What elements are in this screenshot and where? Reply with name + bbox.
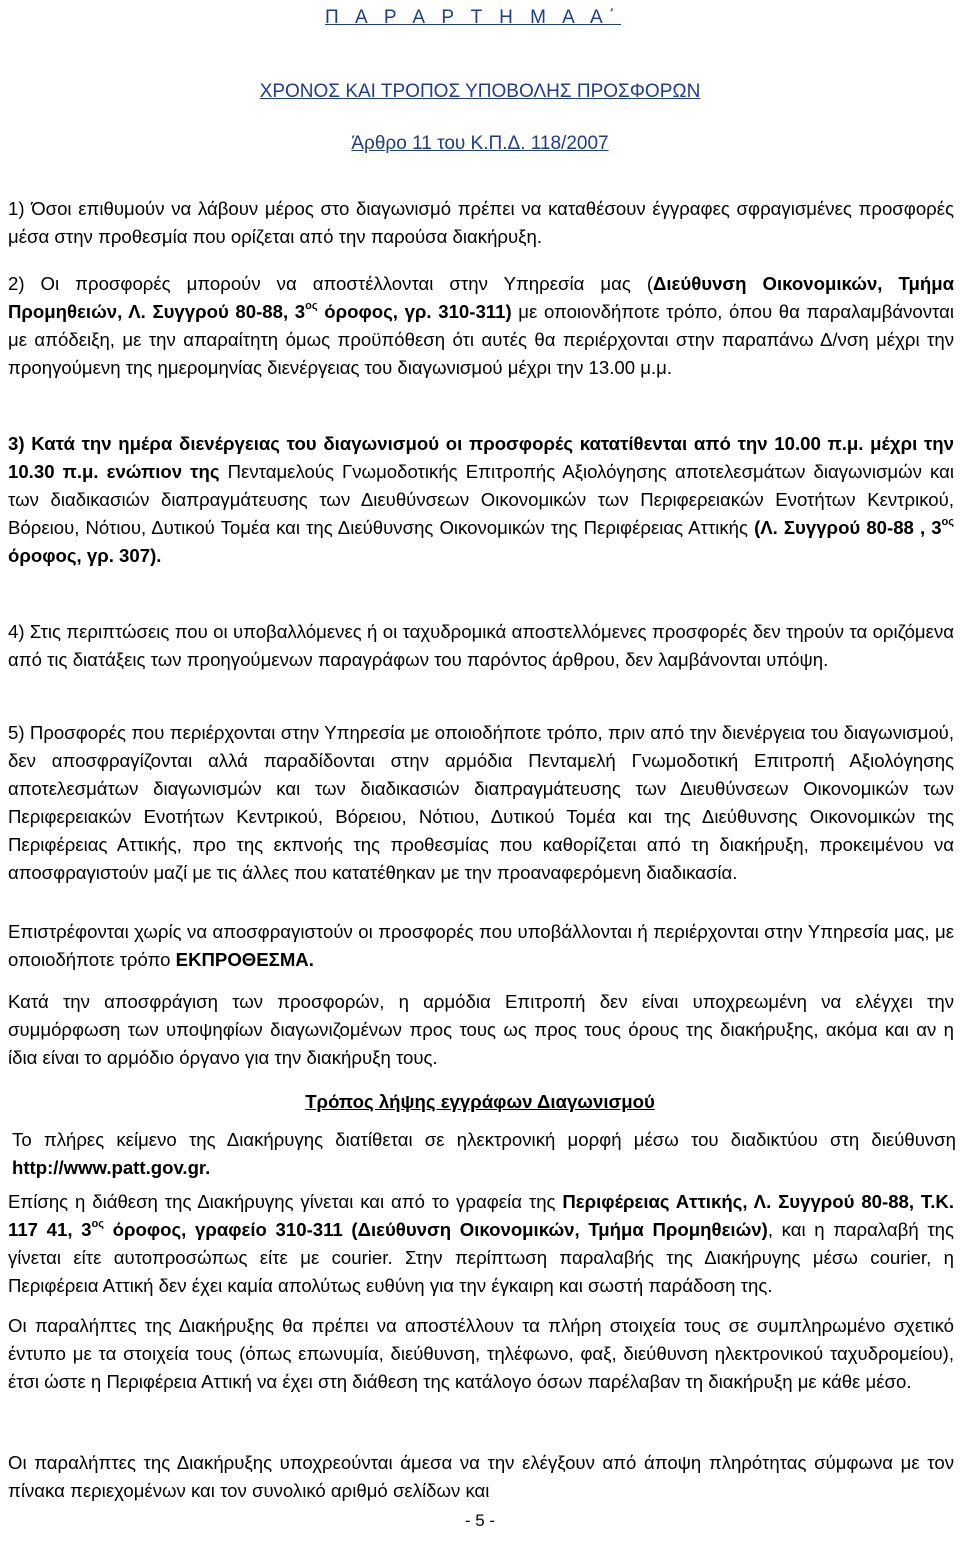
paragraph-10 <box>8 1188 954 1300</box>
paragraph-3-sup: ος <box>941 515 954 528</box>
paragraph-10-address: Περιφέρειας Αττικής, Λ. Συγγρού 80-88, Τ.Κ. 117 41, 3 <box>8 1191 954 1240</box>
paragraph-2-text-d: με οποιονδήποτε τρόπο, όπου θα παραλαμβάνονται με απόδειξη, με την απαραίτητη όμως προϋπόθεση ότι αυτές θα περιέρχονται στην παραπάνω Δ/νση μέχρι την προηγούμενη της ημερομηνίας διενέργειας του διαγωνισμού μέχρι την 13.00 μ.μ. <box>8 301 955 378</box>
paragraph-9-text: Το πλήρες κείμενο της Διακήρυγης διατίθεται σε ηλεκτρονική μορφή μέσω του διαδικτύου στη διεύθυνση <box>12 1129 956 1150</box>
paragraph-2-office: όροφος, γρ. 310-311) <box>317 301 512 322</box>
paragraph-6-text: Επιστρέφονται χωρίς να αποσφραγιστούν οι προσφορές που υποβάλλονται ή περιέρχονται στην Υπηρεσία μας, με οποιοδήποτε τρόπο <box>8 921 954 970</box>
paragraph-7: Κατά την αποσφράγιση των προσφορών, η αρμόδια Επιτροπή δεν είναι υποχρεωμένη να ελέγχει την συμμόρφωση των υποψηφίων διαγωνιζομένων προς τους ως προς τους όρους της διακήρυξης, ακόμα και αν η ίδια είναι το αρμόδιο όργανο για την διακήρυξη τους. <box>8 991 954 1068</box>
paragraph-10-sup: ος <box>91 1217 104 1230</box>
paragraph-10-text-d: , και η παραλαβή της γίνεται είτε αυτοπροσώπως είτε με courier. Στην περίπτωση παραλαβής της Διακήρυγης μέσω courier, η Περιφέρεια Αττική δεν έχει καμία απολύτως ευθύνη για την έγκαιρη και σωστή παράδοση της. <box>8 1219 954 1296</box>
paragraph-1: 1) Όσοι επιθυμούν να λάβουν μέρος στο διαγωνισμό πρέπει να καταθέσουν έγγραφες σφραγισμένες προσφορές μέσα στην προθεσμία που ορίζεται από την παρούσα διακήρυξη. <box>8 198 954 247</box>
paragraph-5: 5) Προσφορές που περιέρχονται στην Υπηρεσία με οποιοδήποτε τρόπο, πριν από την διενέργεια του διαγωνισμού, δεν αποσφραγίζονται αλλά παραδίδονται στην αρμόδια Πενταμελή Γνωμοδοτική Επιτροπή Αξιολόγησης αποτελεσμάτων διαγωνισμών και των διαδικασιών διαπραγμάτευσης των Διευθύνσεων Οικονομικών των Περιφερειακών Ενοτήτων Κεντρικού, Βόρειου, Νότιου, Δυτικού Τομέα και της Διεύθυνσης Οικονομικών της Περιφέρειας Αττικής, προ της εκπνοής της προθεσμίας που καθορίζεται από τη διακήρυξη, προκειμένου να αποσφραγιστούν μαζί με τις άλλες που κατατέθηκαν με την προαναφερόμενη διαδικασία. <box>8 722 954 883</box>
annex-label: Π Α Ρ Α Ρ Τ Η Μ Α Α΄ <box>325 7 622 28</box>
paragraph-11: Οι παραλήπτες της Διακήρυξης θα πρέπει να αποστέλλουν τα πλήρη στοιχεία τους σε συμπληρωμένο σχετικό έντυπο με τα στοιχεία τους (όπως επωνυμία, διεύθυνση, τηλέφωνο, φαξ, διεύθυνση ηλεκτρονικού ταχυδρομείου), έτσι ώστε η Περιφέρεια Αττική να έχει στη διάθεση της κατάλογο όσων παρέλαβαν τη διακήρυξη με κάθε μέσο. <box>8 1315 954 1392</box>
paragraph-4: 4) Στις περιπτώσεις που οι υποβαλλόμενες ή οι ταχυδρομικά αποστελλόμενες προσφορές δεν τηρούν τα οριζόμενα από τις διατάξεις των προηγούμενων παραγράφων του παρόντος άρθρου, δεν λαμβάνονται υπόψη. <box>8 621 954 670</box>
paragraph-3-text: Πενταμελούς Γνωμοδοτικής Επιτροπής Αξιολόγησης αποτελεσμάτων διαγωνισμών και των διαδικασιών διαπραγμάτευσης των Διευθύνσεων Οικονομικών των Περιφερειακών Ενοτήτων Κεντρικού, Βόρειου, Νότιου, Δυτικού Τομέα και της Διεύθυνσης Οικονομικών της Περιφέρειας Αττικής <box>8 461 954 538</box>
paragraph-3-address: (Λ. Συγγρού 80-88 , 3 <box>754 517 942 538</box>
page-number: - 5 - <box>464 1511 496 1530</box>
paragraph-12: Οι παραλήπτες της Διακήρυξης υποχρεούνται άμεσα να την ελέγξουν από άποψη πληρότητας σύμφωνα με τον πίνακα περιεχομένων και τον συνολικό αριθμό σελίδων και <box>8 1452 954 1501</box>
article-reference: Άρθρο 11 του Κ.Π.Δ. 118/2007 <box>351 133 609 154</box>
paragraph-2-address: Διεύθυνση Οικονομικών, Τμήμα Προμηθειών, Λ. Συγγρού 80-88, 3 <box>8 273 955 322</box>
subsection-heading: Τρόπος λήψης εγγράφων Διαγωνισμού <box>305 1091 655 1112</box>
paragraph-3 <box>8 430 954 570</box>
paragraph-6-bold: ΕΚΠΡΟΘΕΣΜΑ. <box>175 949 314 970</box>
paragraph-9 <box>12 1126 956 1182</box>
paragraph-6 <box>8 918 954 974</box>
paragraph-2 <box>8 270 954 382</box>
paragraph-10-text-a: Επίσης η διάθεση της Διακήρυγης γίνεται και από το γραφεία της <box>8 1191 563 1212</box>
paragraph-3-bold: 3) Κατά την ημέρα διενέργειας του διαγωνισμού οι προσφορές κατατίθενται από την 10.00 π.μ. μέχρι την 10.30 π.μ. ενώπιον της <box>8 433 954 482</box>
paragraph-2-sup: ος <box>305 299 318 312</box>
paragraph-2-text-a: 2) Οι προσφορές μπορούν να αποστέλλονται στην Υπηρεσία μας ( <box>8 273 654 294</box>
paragraph-3-office: όροφος, γρ. 307). <box>8 545 162 566</box>
website-link[interactable]: http://www.patt.gov.gr. <box>12 1157 211 1178</box>
paragraph-10-office: όροφος, γραφείο 310-311 (Διεύθυνση Οικονομικών, Τμήμα Προμηθειών) <box>103 1219 768 1240</box>
section-heading: ΧΡΟΝΟΣ ΚΑΙ ΤΡΟΠΟΣ ΥΠΟΒΟΛΗΣ ΠΡΟΣΦΟΡΩΝ <box>259 81 701 102</box>
